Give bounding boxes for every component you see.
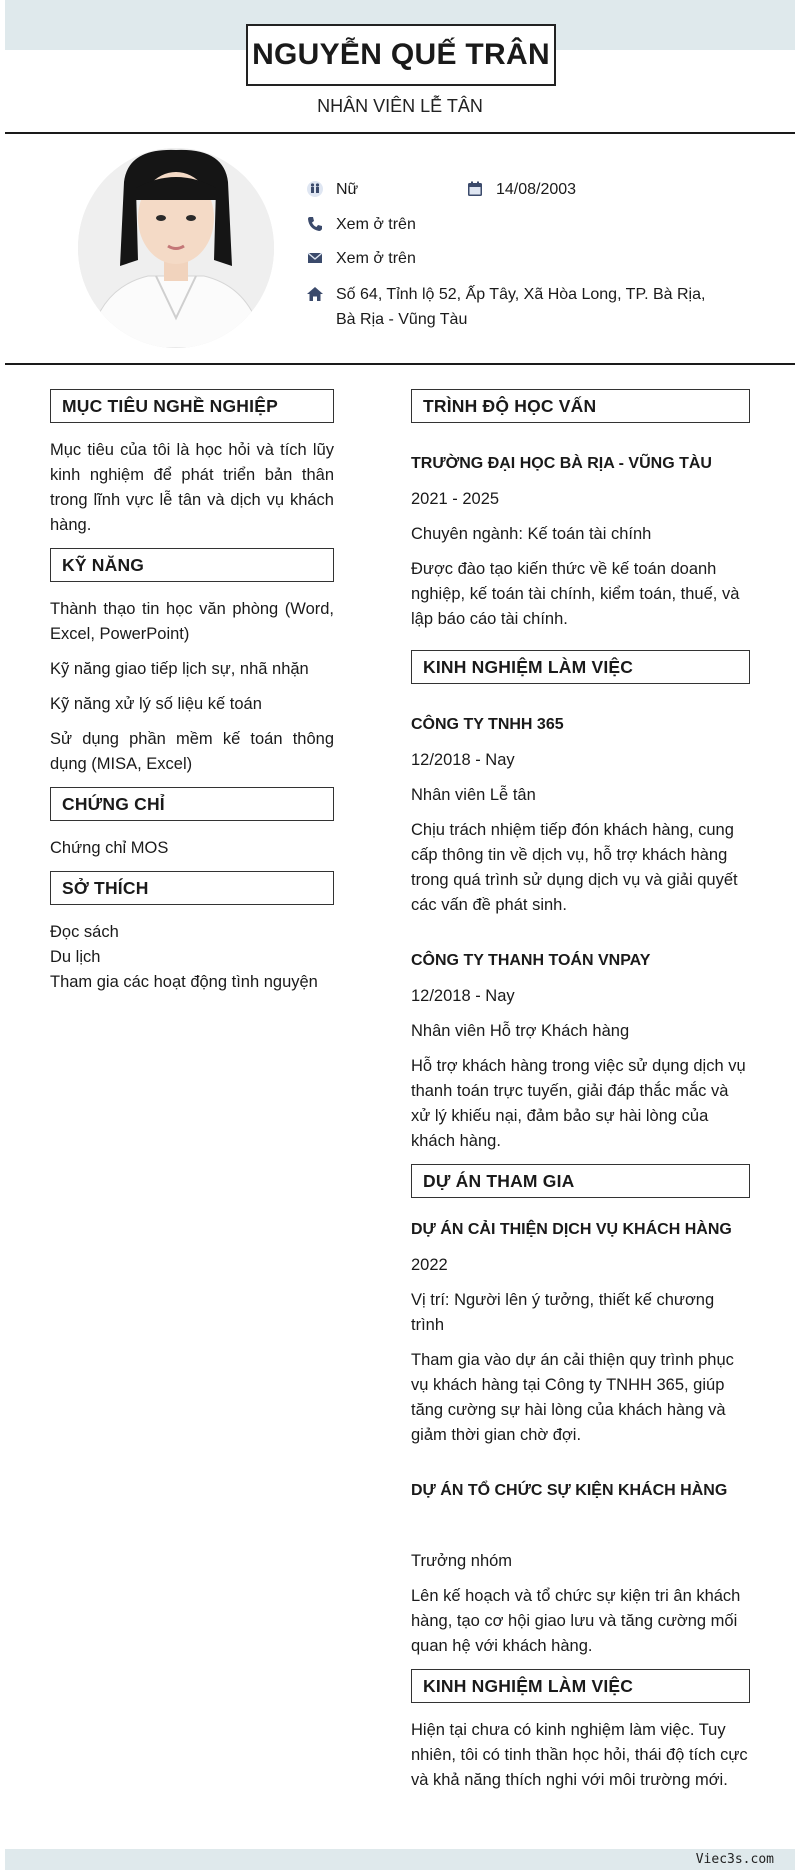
job-description: Hỗ trợ khách hàng trong việc sử dụng dịch vụ thanh toán trực tuyến, giải đáp thắc mắc và xử lý khiếu nại, đảm bảo sự hài lòng của khách hàng. [411,1057,746,1150]
calendar-icon [466,180,484,198]
hobby-item: Tham gia các hoạt động tình nguyện [50,973,318,991]
education-years: 2021 - 2025 [411,490,500,508]
footer-band [5,1849,795,1870]
address-value: Số 64, Tỉnh lộ 52, Ấp Tây, Xã Hòa Long, TP. Bà Rịa, Bà Rịa - Vũng Tàu [336,286,706,328]
skill-item: Kỹ năng giao tiếp lịch sự, nhã nhặn [50,660,309,678]
project-year: 2022 [411,1256,448,1274]
experience-heading-2: KINH NGHIỆM LÀM VIỆC [411,1669,750,1703]
hobby-item: Đọc sách [50,923,119,941]
job-period: 12/2018 - Nay [411,987,515,1005]
objective-heading: MỤC TIÊU NGHỀ NGHIỆP [50,389,334,423]
left-column [50,389,334,995]
profile-photo [78,148,274,348]
email-row [306,246,416,271]
phone-row [306,212,416,237]
job-description: Chịu trách nhiệm tiếp đón khách hàng, cung cấp thông tin về dịch vụ, hỗ trợ khách hàng trong quá trình sử dụng dịch vụ và giải quyết các vấn đề phát sinh. [411,821,738,914]
job-role: Nhân viên Hỗ trợ Khách hàng [411,1022,630,1040]
info-divider [5,363,795,365]
address-row [306,282,706,332]
objective-text: Mục tiêu của tôi là học hỏi và tích lũy kinh nghiệm để phát triển bản thân trong lĩnh vực lễ tân và dịch vụ khách hàng. [50,441,334,534]
project-description: Lên kế hoạch và tổ chức sự kiện tri ân khách hàng, tạo cơ hội giao lưu và tăng cường mối quan hệ với khách hàng. [411,1587,741,1655]
hobby-item: Du lịch [50,948,101,966]
hobbies-heading: SỞ THÍCH [50,871,334,905]
gender-row [306,177,358,202]
project-name: DỰ ÁN TỔ CHỨC SỰ KIỆN KHÁCH HÀNG [411,1482,728,1499]
watermark: Viec3s.com [695,1852,774,1867]
experience-note: Hiện tại chưa có kinh nghiệm làm việc. Tuy nhiên, tôi có tinh thần học hỏi, thái độ tích cực và khả năng thích nghi với môi trường mới. [411,1721,748,1789]
phone-value: Xem ở trên [336,216,416,233]
email-value: Xem ở trên [336,250,416,267]
education-heading: TRÌNH ĐỘ HỌC VẤN [411,389,750,423]
experience-heading: KINH NGHIỆM LÀM VIỆC [411,650,750,684]
skill-item: Thành thạo tin học văn phòng (Word, Excel, PowerPoint) [50,600,334,643]
gender-icon [306,180,324,198]
job-title: NHÂN VIÊN LỄ TÂN [317,96,483,116]
project-role: Vị trí: Người lên ý tưởng, thiết kế chương trình [411,1291,715,1334]
certificate-item: Chứng chỉ MOS [50,839,169,857]
project-role: Trưởng nhóm [411,1552,513,1570]
job-period: 12/2018 - Nay [411,751,515,769]
job-company: CÔNG TY THANH TOÁN VNPAY [411,952,651,969]
mail-icon [306,249,324,267]
project-description: Tham gia vào dự án cải thiện quy trình phục vụ khách hàng tại Công ty TNHH 365, giúp tăng cường sự hài lòng của khách hàng và giảm thời gian chờ đợi. [411,1351,734,1444]
home-icon [306,285,324,303]
school-name: TRƯỜNG ĐẠI HỌC BÀ RỊA - VŨNG TÀU [411,455,712,472]
education-major: Chuyên ngành: Kế toán tài chính [411,525,652,543]
skill-item: Kỹ năng xử lý số liệu kế toán [50,695,262,713]
birthday-row [466,177,576,202]
skill-item: Sử dụng phần mềm kế toán thông dụng (MISA, Excel) [50,730,334,773]
education-description: Được đào tạo kiến thức về kế toán doanh nghiệp, kế toán tài chính, kiểm toán, thuế, và lập báo cáo tài chính. [411,560,740,628]
job-role: Nhân viên Lễ tân [411,786,536,804]
header-divider [5,132,795,134]
project-name: DỰ ÁN CẢI THIỆN DỊCH VỤ KHÁCH HÀNG [411,1221,732,1238]
candidate-name: NGUYỄN QUẾ TRÂN [246,24,556,86]
gender-value: Nữ [336,181,359,198]
projects-heading: DỰ ÁN THAM GIA [411,1164,750,1198]
skills-heading: KỸ NĂNG [50,548,334,582]
birthday-value: 14/08/2003 [496,181,577,198]
right-column [411,389,750,1793]
job-company: CÔNG TY TNHH 365 [411,716,564,733]
phone-icon [306,215,324,233]
certificates-heading: CHỨNG CHỈ [50,787,334,821]
